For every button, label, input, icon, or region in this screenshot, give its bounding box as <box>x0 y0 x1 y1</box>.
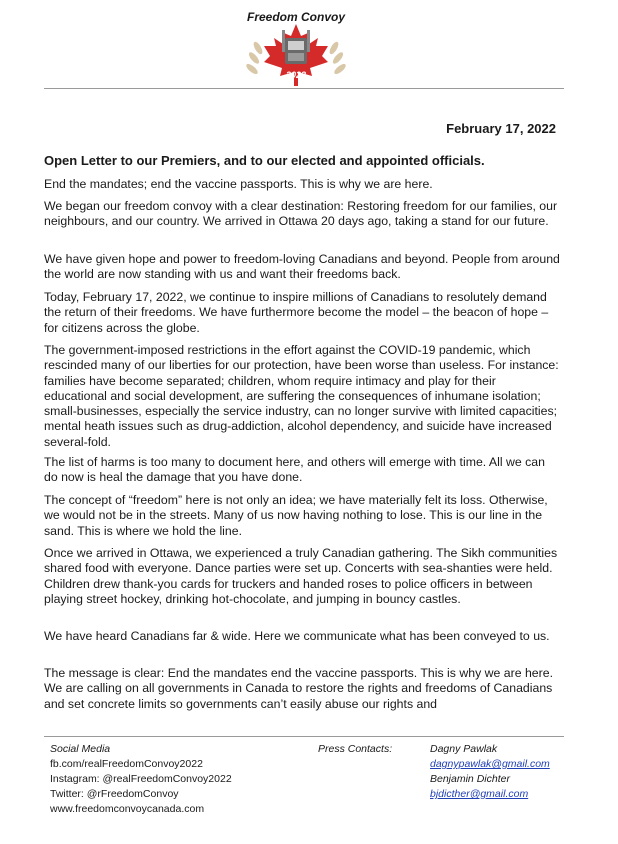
footer-divider <box>44 736 564 737</box>
social-twitter[interactable]: Twitter: @rFreedomConvoy <box>50 788 179 800</box>
social-media-label: Social Media <box>50 743 111 755</box>
paragraph: We began our freedom convoy with a clear destination: Restoring freedom for our families, our neighbours, and our country. We arrived in Ottawa 20 days ago, taking a stand for our future. <box>44 199 558 229</box>
paragraph: We have given hope and power to freedom-loving Canadians and beyond. People from around the world are now standing with us and want their freedoms back. <box>44 252 560 282</box>
contact-email-link[interactable]: bjdicther@gmail.com <box>430 788 529 800</box>
footer-social <box>50 742 232 817</box>
paragraph: We have heard Canadians far & wide. Here we communicate what has been conveyed to us. <box>44 629 550 643</box>
freedom-convoy-logo <box>236 8 356 90</box>
paragraph: Today, February 17, 2022, we continue to inspire millions of Canadians to resolutely demand the return of their freedoms. We have furthermore become the model – the beacon of hope – for citizens across the globe. <box>44 290 549 335</box>
social-instagram[interactable]: Instagram: @realFreedomConvoy2022 <box>50 773 232 785</box>
logo-title: Freedom Convoy <box>246 10 345 24</box>
letter-date: February 17, 2022 <box>446 121 556 136</box>
letter-heading: Open Letter to our Premiers, and to our elected and appointed officials. <box>44 153 485 168</box>
paragraph: End the mandates; end the vaccine passports. This is why we are here. <box>44 177 433 191</box>
paragraph: The list of harms is too many to document here, and others will emerge with time. All we can do now is heal the damage that you have done. <box>44 455 545 485</box>
footer-contacts <box>430 742 550 802</box>
contact-name: Benjamin Dichter <box>430 773 510 785</box>
paragraph: Once we arrived in Ottawa, we experienced a truly Canadian gathering. The Sikh communities shared food with everyone. Dance parties were set up. Concerts with sea-shanties were held. Children drew thank-you cards for truckers and handed roses to police officers in between playing street hockey, drinking hot-chocolate, and jumping in bouncy castles. <box>44 546 558 606</box>
social-facebook[interactable]: fb.com/realFreedomConvoy2022 <box>50 758 203 770</box>
paragraph: The concept of “freedom” here is not only an idea; we have materially felt its loss. Otherwise, we would not be in the streets. Many of us now having nothing to lose. This is our line in the sand. This is where we hold the line. <box>44 493 548 538</box>
paragraph: The government-imposed restrictions in the effort against the COVID-19 pandemic, which rescinded many of our liberties for our protection, have been worse than useless. For instance: families have become separated; children, whom require intimacy and play for their educational and social development, are suffering the consequences of inhumane isolation; small-businesses, especially the service industry, can no longer survive with limited capacities; mental heath issues such as drug-addiction, alcohol dependency, and suicide have increased several-fold. <box>44 343 559 449</box>
press-contacts-label: Press Contacts: <box>318 743 393 755</box>
contact-name: Dagny Pawlak <box>430 743 498 755</box>
paragraph: The message is clear: End the mandates end the vaccine passports. This is why we are here. We are calling on all governments in Canada to restore the rights and freedoms of Canadians and set concrete limits so governments can’t easily abuse our rights and <box>44 666 553 711</box>
logo-year: 2022 <box>285 70 307 80</box>
social-website[interactable]: www.freedomconvoycanada.com <box>50 803 205 815</box>
contact-email-link[interactable]: dagnypawlak@gmail.com <box>430 758 550 770</box>
header-divider <box>44 88 564 89</box>
footer-press <box>318 742 392 757</box>
